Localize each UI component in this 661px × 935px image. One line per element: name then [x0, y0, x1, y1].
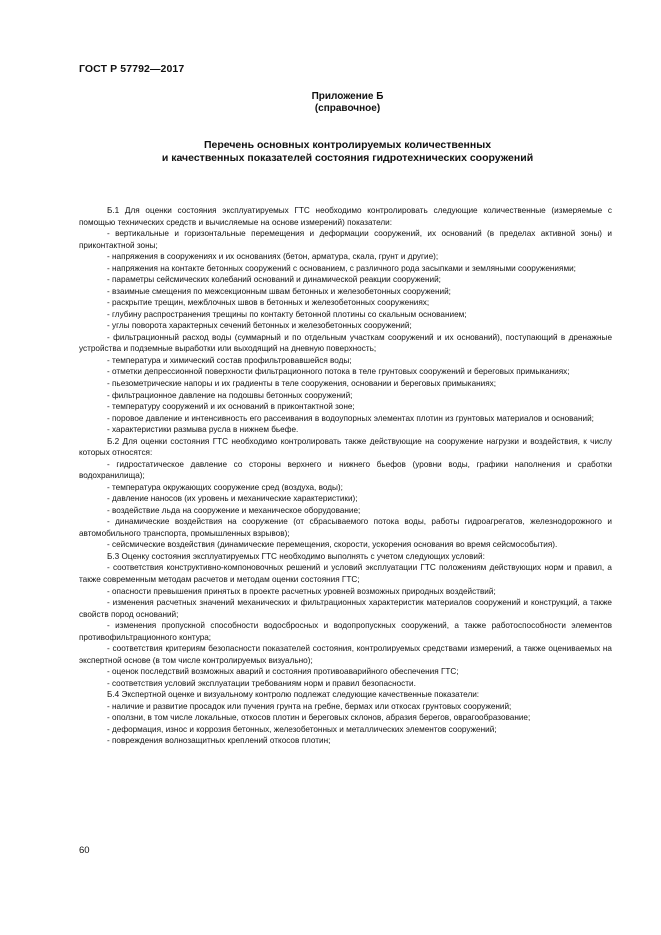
- list-item: - температура окружающих сооружение сред (воздуха, воды);: [107, 482, 343, 492]
- list-item: - деформация, износ и коррозия бетонных, железобетонных и металлических элементов сооружений;: [107, 724, 497, 734]
- list-item: - углы поворота характерных сечений бетонных и железобетонных сооружений;: [107, 321, 412, 331]
- list-item: - напряжения в сооружениях и их основаниях (бетон, арматура, скала, грунт и другие);: [107, 252, 439, 262]
- paragraph-b4-intro: Б.4 Экспертной оценке и визуальному контролю подлежат следующие качественные показатели:: [107, 690, 480, 700]
- list-item: - напряжения на контакте бетонных сооружений с основанием, с различного рода засыпками и земляными сооружениями;: [107, 263, 576, 273]
- section-title-line-1: Перечень основных контролируемых количественных: [203, 139, 492, 151]
- list-item: - температура и химический состав профильтровавшейся воды;: [107, 355, 352, 365]
- page-number: 60: [79, 845, 90, 856]
- list-item: - гидростатическое давление со стороны верхнего и нижнего бьефов (уровни воды, графики наполнения и сработки водохранилища);: [79, 459, 612, 481]
- list-item: - изменения пропускной способности водосбросных и водопропускных сооружений, а также работоспособности элементов противофильтрационного контура;: [79, 621, 612, 642]
- list-item: - наличие и развитие просадок или пучения грунта на гребне, бермах или откосах грунтовых сооружений;: [107, 701, 512, 711]
- list-item: - повреждения волнозащитных креплений откосов плотин;: [107, 736, 331, 746]
- list-item: - глубину распространения трещины по контакту бетонной плотины со скальным основанием;: [107, 309, 467, 319]
- list-item: - температуру сооружений и их оснований в приконтактной зоне;: [107, 402, 355, 412]
- appendix-subtitle: (справочное): [314, 103, 381, 114]
- list-item: - опасности превышения принятых в проекте расчетных уровней возможных природных воздействий;: [107, 586, 496, 596]
- list-item: - соответствия конструктивно-компоновочных решений и условий эксплуатации ГТС положениям действующих норм и правил, а также современным методам расчетов и методам оценки состояния ГТС;: [79, 563, 612, 584]
- list-item: - поровое давление и интенсивность его рассеивания в водоупорных элементах плотин из грунтовых материалов и оснований;: [107, 413, 594, 423]
- appendix-heading: [0, 91, 661, 115]
- list-item: - соответствия условий эксплуатации требованиям норм и правил безопасности.: [107, 678, 416, 688]
- appendix-title: Приложение Б: [311, 91, 384, 102]
- list-item: - вертикальные и горизонтальные перемещения и деформации сооружений, их оснований (в пределах активной зоны) и приконтактной зоны;: [79, 229, 612, 250]
- list-item: - воздействие льда на сооружение и механическое оборудование;: [107, 505, 361, 515]
- list-item: - взаимные смещения по межсекционным швам бетонных и железобетонных сооружений;: [107, 286, 451, 296]
- list-item: - изменения расчетных значений механических и фильтрационных характеристик материалов сооружений и конструкций, а также свойств пород оснований;: [79, 598, 612, 619]
- list-item: - динамические воздействия на сооружение (от сбрасываемого потока воды, работы гидроагрегатов, железнодорожного и автомобильного транспорта, промышленных взрывов);: [79, 517, 612, 538]
- document-body: [79, 205, 612, 747]
- list-item: - параметры сейсмических колебаний оснований и динамической реакции сооружений;: [107, 275, 441, 285]
- list-item: - давление наносов (их уровень и механические характеристики);: [107, 494, 358, 504]
- list-item: - соответствия критериям безопасности показателей состояния, контролируемых средствами измерений, а также оцениваемых на экспертной основе (в том числе контролируемых визуально);: [79, 644, 612, 665]
- paragraph-b3-intro: Б.3 Оценку состояния эксплуатируемых ГТС необходимо выполнять с учетом следующих условий:: [107, 551, 485, 561]
- standard-header: ГОСТ Р 57792—2017: [79, 63, 185, 75]
- list-item: - отметки депрессионной поверхности фильтрационного потока в теле грунтовых сооружений и береговых примыканиях;: [107, 367, 570, 377]
- list-item: - фильтрационный расход воды (суммарный и по отдельным участкам сооружений и их оснований), поступающий в дренажные устройства и подземные выработки или выходящий на дневную поверхность;: [79, 332, 612, 354]
- paragraph-b1-intro: Б.1 Для оценки состояния эксплуатируемых ГТС необходимо контролировать следующие количественные (измеряемые с помощью технических средств и вычисляемые на основе измерений) показатели:: [79, 206, 612, 227]
- list-item: - характеристики размыва русла в нижнем бьефе.: [107, 425, 299, 435]
- section-title: [0, 139, 661, 165]
- list-item: - сейсмические воздействия (динамические перемещения, скорости, ускорения основания во время сейсмособытия).: [107, 540, 558, 550]
- section-title-line-2: и качественных показателей состояния гидротехнических сооружений: [161, 152, 534, 164]
- paragraph-b2-intro: Б.2 Для оценки состояния ГТС необходимо контролировать также действующие на сооружение нагрузки и воздействия, к числу которых относятся:: [79, 436, 612, 458]
- list-item: - оценок последствий возможных аварий и состояния противоаварийного обеспечения ГТС;: [107, 667, 459, 677]
- list-item: - оползни, в том числе локальные, откосов плотин и береговых склонов, абразия берегов, оврагообразование;: [107, 713, 531, 723]
- list-item: - пьезометрические напоры и их градиенты в теле сооружения, основании и береговых примыканиях;: [107, 378, 497, 388]
- list-item: - фильтрационное давление на подошвы бетонных сооружений;: [107, 390, 353, 400]
- list-item: - раскрытие трещин, межблочных швов в бетонных и железобетонных сооружениях;: [107, 298, 430, 308]
